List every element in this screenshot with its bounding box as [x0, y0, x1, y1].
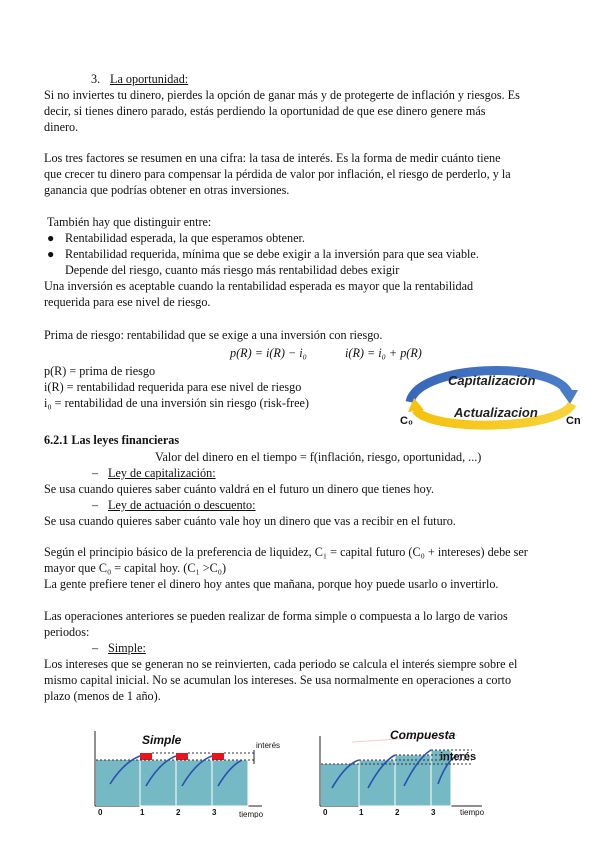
interest-bar	[140, 753, 152, 760]
paragraph-line: plazo (menos de 1 año).	[44, 689, 161, 703]
cn-label: Cn	[566, 415, 581, 427]
paragraph-line: Los intereses que se generan no se reinvierten, cada periodo se calcula el interés siempre sobre el	[44, 657, 518, 671]
capital-bar	[96, 760, 140, 806]
capital-bar	[140, 760, 176, 806]
paragraph-line: Se usa cuando quieres saber cuánto vale hoy un dinero que vas a recibir en el futuro.	[44, 514, 456, 528]
paragraph-line: mismo capital inicial. No se acumulan los intereses. Se usa normalmente en operaciones a corto	[44, 673, 512, 687]
law-title: Ley de actuación o descuento:	[108, 498, 256, 512]
capitalization-arrowhead	[560, 390, 578, 404]
actualization-label: Actualizacion	[454, 405, 538, 420]
tick-label: 3	[431, 808, 436, 817]
simple-interest-diagram	[84, 726, 294, 818]
formula: p(R) = i(R) − i₀	[230, 346, 307, 360]
bullet-text: Depende del riesgo, cuanto más riesgo más rentabilidad debes exigir	[65, 263, 400, 277]
chart-title: Compuesta	[390, 728, 456, 742]
definition-line: i₀ = rentabilidad de una inversión sin riesgo (risk-free)	[44, 396, 309, 410]
paragraph-line: La gente prefiere tener el dinero hoy antes que mañana, porque hoy puede usarlo o invertirlo.	[44, 577, 499, 591]
bullet-text: Rentabilidad requerida, mínima que se debe exigir a la inversión para que sea viable.	[65, 247, 479, 261]
bullet-icon: ●	[47, 247, 55, 261]
paragraph-line: Si no inviertes tu dinero, pierdes la opción de ganar más y de protegerte de inflación y riesgos. Es	[44, 88, 520, 102]
paragraph-line: Se usa cuando quieres saber cuánto valdrá en el futuro un dinero que tienes hoy.	[44, 482, 435, 496]
paragraph-line: periodos:	[44, 625, 90, 639]
paragraph-line: Prima de riesgo: rentabilidad que se exige a una inversión con riesgo.	[44, 328, 383, 342]
paragraph-line: Valor del dinero en el tiempo = f(inflación, riesgo, oportunidad, ...)	[155, 450, 482, 464]
interest-label: interés	[256, 741, 281, 750]
capital-bar	[321, 764, 359, 806]
interest-bar	[212, 753, 224, 760]
tick-label: 2	[176, 808, 181, 817]
tick-label: 0	[323, 808, 328, 817]
paragraph-line: requerida para ese nivel de riesgo.	[44, 295, 211, 309]
c0-label: C₀	[400, 415, 413, 427]
capital-bar	[359, 760, 395, 806]
interest-bar	[176, 753, 188, 760]
section-number: 3.	[91, 72, 101, 86]
simple-title: Simple:	[108, 641, 146, 655]
paragraph-line: Según el principio básico de la preferencia de liquidez, C₁ = capital futuro (C₀ + intereses) debe ser	[44, 545, 528, 559]
paragraph-line: Una inversión es aceptable cuando la rentabilidad esperada es mayor que la rentabilidad	[44, 279, 474, 293]
compound-interest-diagram	[312, 722, 492, 818]
chart-title: Simple	[142, 733, 182, 747]
formula: i(R) = i₀ + p(R)	[345, 346, 422, 360]
paragraph-line: dinero.	[44, 120, 79, 134]
dash-marker: –	[92, 466, 99, 480]
interest-label: interés	[440, 751, 477, 763]
capital-bar	[176, 760, 212, 806]
bullet-text: Rentabilidad esperada, la que esperamos obtener.	[65, 231, 305, 245]
capitalization-cycle-diagram	[390, 354, 590, 432]
law-title: Ley de capitalización:	[108, 466, 216, 480]
capitalization-label: Capitalización	[448, 373, 536, 388]
subsection-heading: 6.2.1 Las leyes financieras	[44, 433, 180, 447]
tick-label: 1	[359, 808, 364, 817]
paragraph-line: mayor que C₀ = capital hoy. (C₁ >C₀)	[44, 561, 227, 575]
section-title: La oportunidad:	[110, 72, 189, 86]
paragraph-line: ganancia que podrías obtener en otras inversiones.	[44, 183, 290, 197]
paragraph-line: Los tres factores se resumen en una cifra: la tasa de interés. Es la forma de medir cuánto tiene	[44, 151, 501, 165]
tick-label: 0	[98, 808, 103, 817]
definition-line: i(R) = rentabilidad requerida para ese nivel de riesgo	[44, 380, 302, 394]
bullet-icon: ●	[47, 231, 55, 245]
paragraph-line: que crecer tu dinero para compensar la pérdida de valor por inflación, el riesgo de perderlo, y la	[44, 167, 511, 181]
definition-line: p(R) = prima de riesgo	[44, 364, 156, 378]
tick-label: 2	[395, 808, 400, 817]
tick-label: 1	[140, 808, 145, 817]
paragraph-line: Las operaciones anteriores se pueden realizar de forma simple o compuesta a lo largo de varios	[44, 609, 508, 623]
paragraph-line: También hay que distinguir entre:	[47, 215, 212, 229]
paragraph-line: decir, si tienes dinero parado, estás perdiendo la oportunidad de que ese dinero genere más	[44, 104, 486, 118]
time-label: tiempo	[460, 808, 485, 817]
capital-bar	[212, 760, 248, 806]
dash-marker: –	[92, 641, 99, 655]
time-label: tiempo	[239, 810, 264, 818]
tick-label: 3	[212, 808, 217, 817]
dash-marker: –	[92, 498, 99, 512]
capital-bar	[395, 755, 431, 806]
